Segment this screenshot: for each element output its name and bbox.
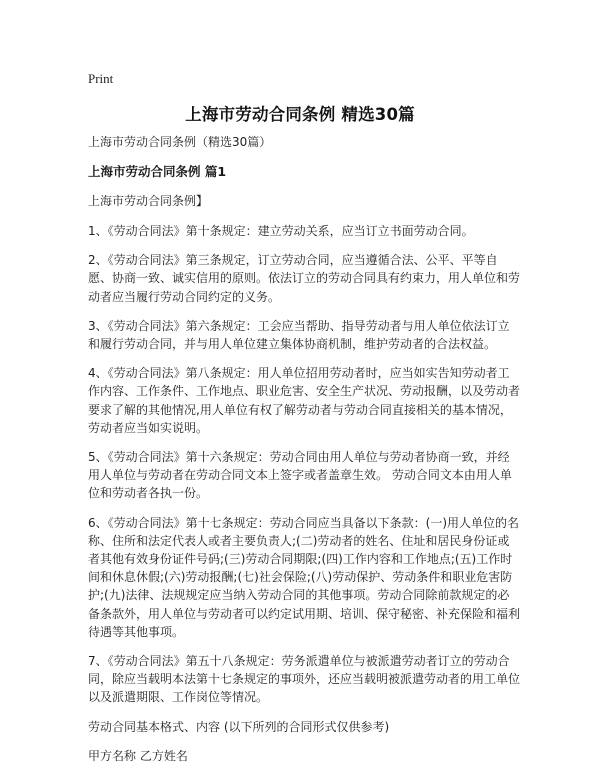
section-intro: 上海市劳动合同条例】 — [88, 194, 209, 208]
article-paragraph: 4、《劳动合同法》第八条规定：用人单位招用劳动者时，应当如实告知劳动者工作内容、工作条件、工作地点、职业危害、安全生产状况、劳动报酬，以及劳动者要求了解的其他情况,用人单位有权了解劳动者与劳动合同直接相关的基本情况，劳动者应当如实说明。 — [88, 366, 521, 435]
article-paragraph: 3、《劳动合同法》第六条规定：工会应当帮助、指导劳动者与用人单位依法订立和履行劳动合同，并与用人单位建立集体协商机制，维护劳动者的合法权益。 — [88, 318, 510, 352]
print-link[interactable]: Print — [88, 71, 114, 86]
document-title: 上海市劳动合同条例 精选30篇 — [185, 105, 415, 124]
document-body — [88, 133, 520, 776]
article-paragraph: 5、《劳动合同法》第十六条规定：劳动合同由用人单位与劳动者协商一致，并经用人单位与劳动者在劳动合同文本上签字或者盖章生效。 劳动合同文本由用人单位和劳动者各执一份。 — [88, 450, 512, 501]
article-paragraph: 6、《劳动合同法》第十七条规定：劳动合同应当具备以下条款：(一)用人单位的名称、住所和法定代表人或者主要负责人;(二)劳动者的姓名、住址和居民身份证或者其他有效身份证件号码;(三)劳动合同期限;(四)工作内容和工作地点;(五)工作时间和休息休假;(六)劳动报酬;(七)社会保险;(八)劳动保护、劳动条件和职业危害防护;(九)法律、法规规定应当纳入劳动合同的其他事项。劳动合同除前款规定的必备条款外，用人单位与劳动者可以约定试用期、培训、保守秘密、补充保险和福利待遇等其他事项。 — [88, 515, 521, 639]
format-note: 劳动合同基本格式、内容 (以下所列的合同形式仅供参考) — [88, 719, 390, 734]
article-paragraph: 2、《劳动合同法》第三条规定，订立劳动合同，应当遵循合法、公平、平等自愿、协商一致、诚实信用的原则。依法订立的劳动合同具有约束力，用人单位和劳动者应当履行劳动合同约定的义务。 — [88, 253, 521, 304]
section-heading: 上海市劳动合同条例 篇1 — [88, 164, 227, 179]
party-line: 甲方名称 乙方姓名 — [88, 748, 188, 763]
article-paragraph: 7、《劳动合同法》第五十八条规定：劳务派遣单位与被派遣劳动者订立的劳动合同，除应当载明本法第十七条规定的事项外，还应当载明被派遣劳动者的用工单位以及派遣期限、工作岗位等情况。 — [88, 654, 521, 705]
article-paragraph: 1、《劳动合同法》第十条规定：建立劳动关系，应当订立书面劳动合同。 — [88, 224, 474, 238]
document-subtitle: 上海市劳动合同条例（精选30篇） — [88, 135, 272, 149]
